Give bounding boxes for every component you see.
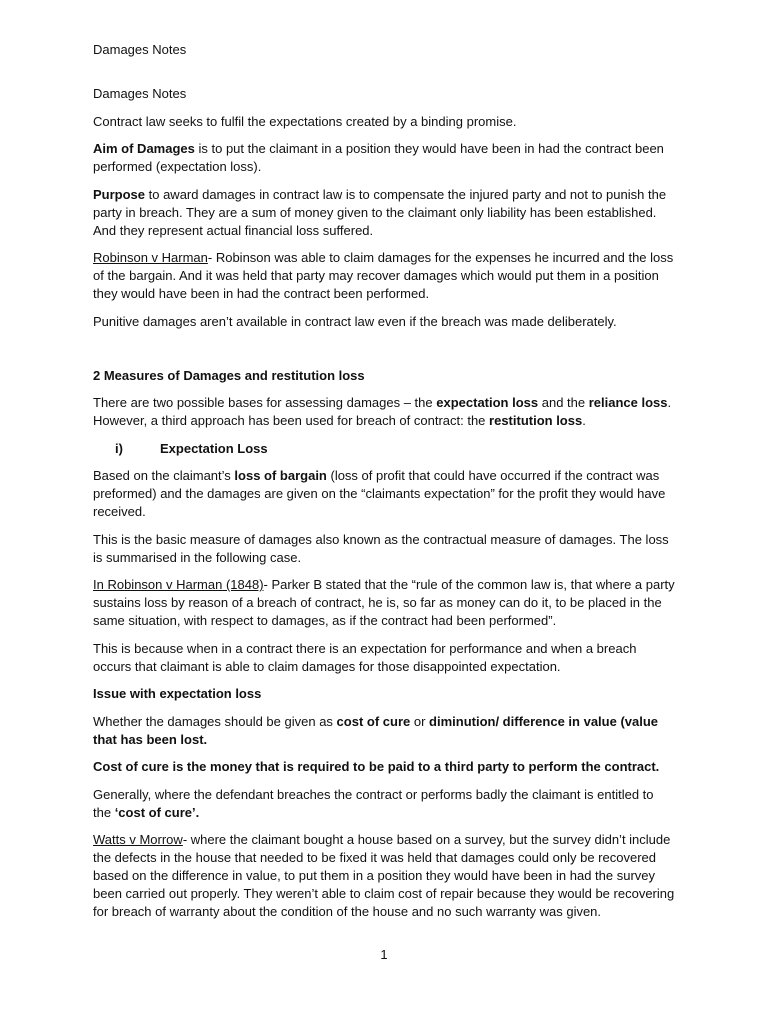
paragraph-loss-of-bargain bbox=[93, 467, 675, 521]
page-number: 1 bbox=[380, 947, 388, 962]
purpose-text: to award damages in contract law is to compensate the injured party and not to punish the party in breach. They are a sum of money given to the claimant only liability has been established. And they represent actual financial loss suffered. bbox=[93, 186, 667, 238]
paragraph-punitive: Punitive damages aren’t available in contract law even if the breach was made deliberately. bbox=[93, 313, 617, 329]
issue-heading bbox=[93, 685, 675, 703]
aim-text: is to put the claimant in a position they would have been in had the contract been performed (expectation loss). bbox=[93, 141, 664, 174]
paragraph-robinson-1848 bbox=[93, 576, 675, 630]
case-robinson-v-harman: Robinson v Harman bbox=[93, 250, 208, 265]
list-item-expectation-loss bbox=[93, 440, 675, 458]
bargain-bold: loss of bargain bbox=[234, 468, 327, 483]
case-robinson-1848: In Robinson v Harman (1848) bbox=[93, 577, 264, 592]
paragraph-contract-law: Contract law seeks to fulfil the expectations created by a binding promise. bbox=[93, 113, 517, 129]
paragraph-whether bbox=[93, 713, 675, 749]
case-watts-v-morrow: Watts v Morrow bbox=[93, 832, 183, 847]
bases-expectation-loss: expectation loss bbox=[436, 395, 539, 410]
whether-text-1: Whether the damages should be given as bbox=[93, 713, 337, 729]
whether-cost-of-cure: cost of cure bbox=[336, 713, 411, 729]
bases-text-2: and the bbox=[538, 395, 589, 410]
section-heading bbox=[93, 367, 675, 385]
cost-of-cure-text: Cost of cure is the money that is required to be paid to a third party to perform the contract. bbox=[93, 759, 660, 774]
page-header: Damages Notes bbox=[93, 42, 187, 57]
paragraph-watts bbox=[93, 831, 675, 921]
list-number: i) bbox=[115, 440, 123, 456]
document-body bbox=[93, 41, 675, 931]
paragraph-generally bbox=[93, 786, 675, 822]
watts-text: - where the claimant bought a house based on a survey, but the survey didn’t include the defects in the house that needed to be fixed it was held that damages could only be recovered based on the difference in value, to put them in a position they would have been in had the survey been carried out properly. They weren’t able to claim cost of repair because they would be recovering for breach of warranty about the condition of the house and no such warranty was given. bbox=[93, 832, 675, 919]
paragraph-cost-of-cure bbox=[93, 758, 675, 776]
bases-text-3: . However, a third approach has been used for breach of contract: the bbox=[93, 395, 672, 428]
whether-diminution: diminution/ difference in value (value that has been lost. bbox=[93, 713, 659, 747]
bargain-text-1: Based on the claimant’s bbox=[93, 468, 235, 483]
paragraph-robinson bbox=[93, 249, 675, 303]
paragraph-aim bbox=[93, 140, 675, 176]
generally-text: Generally, where the defendant breaches the contract or performs badly the claimant is entitled to the bbox=[93, 786, 654, 820]
bargain-text-2: (loss of profit that could have occurred if the contract was preformed) and the damages are given on the “claimants expectation” for the profit they would have received. bbox=[93, 468, 666, 519]
section-heading-text: 2 Measures of Damages and restitution loss bbox=[93, 367, 365, 383]
notes-heading: Damages Notes bbox=[93, 86, 187, 101]
bases-reliance-loss: reliance loss bbox=[588, 395, 668, 410]
paragraph-because: This is because when in a contract there is an expectation for performance and when a breach occurs that claimant is able to claim damages for those disappointed expectation. bbox=[93, 640, 637, 674]
robinson-text: - Robinson was able to claim damages for the expenses he incurred and the loss of the bargain. And it was held that party may recover damages which would put them in a position they would have been in had the contract been performed. bbox=[93, 250, 674, 301]
paragraph-basic-measure: This is the basic measure of damages also known as the contractual measure of damages. The loss is summarised in the following case. bbox=[93, 531, 669, 565]
purpose-label: Purpose bbox=[93, 186, 146, 202]
bases-text-4: . bbox=[582, 413, 586, 428]
paragraph-bases bbox=[93, 394, 675, 430]
robinson-1848-text: - Parker B stated that the “rule of the common law is, that where a party sustains loss by reason of a breach of contract, he is, so far as money can do it, to be placed in the same situation, with respect to damages, as if the contract had been performed”. bbox=[93, 577, 675, 628]
paragraph-purpose bbox=[93, 186, 675, 240]
bases-restitution-loss: restitution loss bbox=[489, 413, 583, 428]
whether-text-2: or bbox=[410, 713, 430, 729]
issue-heading-text: Issue with expectation loss bbox=[93, 686, 262, 701]
aim-label: Aim of Damages bbox=[93, 141, 195, 156]
generally-bold: ‘cost of cure’. bbox=[114, 804, 200, 820]
list-label: Expectation Loss bbox=[160, 440, 268, 456]
bases-text-1: There are two possible bases for assessing damages – the bbox=[93, 395, 437, 410]
